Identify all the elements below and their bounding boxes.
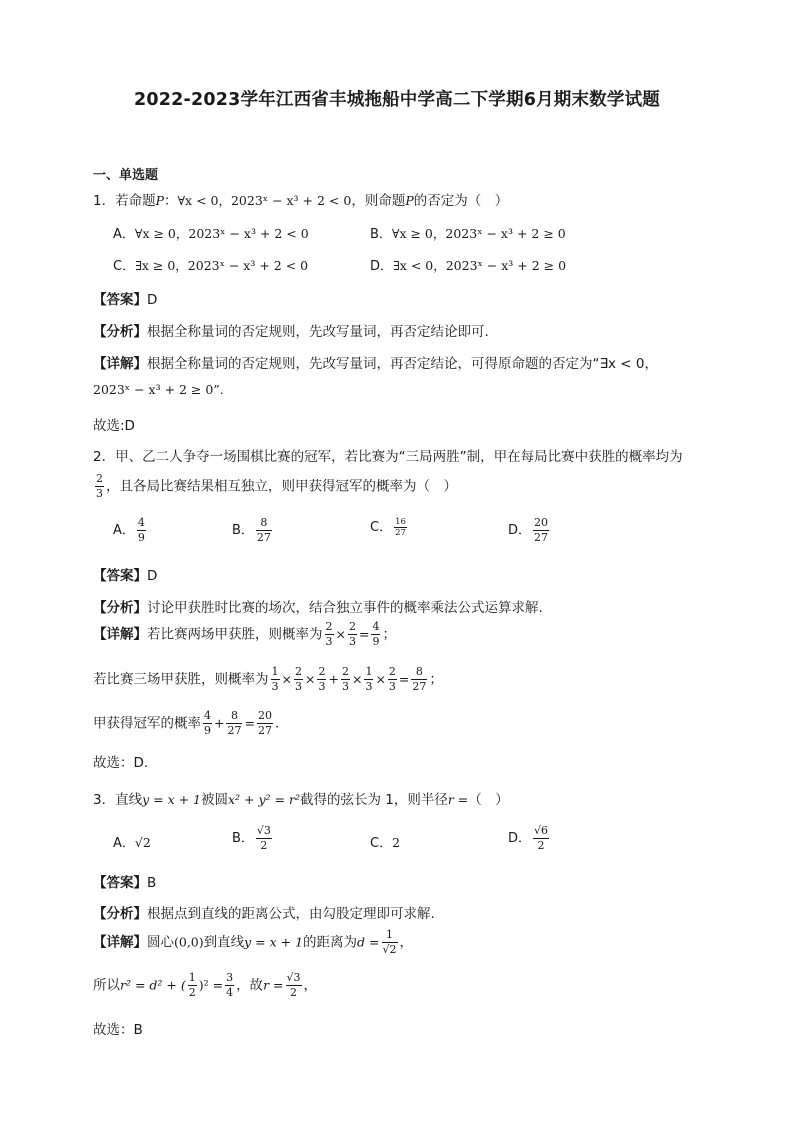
fraction (533, 516, 549, 545)
denominator: 2 (533, 838, 549, 853)
answer-value: D (147, 292, 158, 308)
fraction (325, 620, 334, 649)
analysis-tag: 【分析】 (93, 906, 147, 922)
numerator: 1 (365, 665, 373, 678)
denominator: 3 (348, 635, 356, 648)
operator: = (244, 715, 255, 731)
denominator: 2 (286, 985, 302, 1000)
numerator: √3 (286, 971, 301, 984)
q2-choice: 故选：D. (93, 755, 149, 771)
q2-detail-line-1 (93, 620, 396, 649)
q1-condition: ∀x < 0，2023ˣ − x³ + 2 < 0 (177, 193, 352, 208)
q3-option-a (113, 832, 151, 851)
numerator: 2 (96, 472, 103, 485)
option-label: B． (232, 831, 254, 846)
numerator: 2 (348, 620, 356, 633)
operator: × (281, 671, 292, 687)
detail-text: 甲获得冠军的概率 (93, 715, 201, 732)
option-text: 2 (392, 835, 401, 850)
equation-part: r² = d² + ( (120, 977, 186, 993)
denominator: 27 (227, 724, 242, 737)
answer-value: D (147, 568, 158, 584)
q1-var-p: P (155, 193, 165, 208)
q1-choice: 故选:D (93, 418, 135, 434)
answer-tag: 【答案】 (93, 568, 147, 584)
detail-tag: 【详解】 (93, 626, 147, 643)
section-heading: 一、单选题 (93, 168, 159, 183)
q3-answer (93, 871, 156, 891)
line-equation: y = x + 1 (244, 934, 304, 950)
fraction (95, 472, 104, 501)
operator: × (335, 626, 346, 642)
question-number: 1． (93, 193, 116, 209)
denominator: 27 (395, 528, 406, 538)
option-label: A． (113, 227, 135, 242)
question-3-stem (93, 788, 509, 808)
option-label: C． (370, 836, 393, 851)
analysis-tag: 【分析】 (93, 324, 147, 340)
operator: = (358, 626, 370, 642)
q3-stem-text: 直线 (115, 792, 143, 808)
q2-detail-line-3 (93, 709, 279, 738)
page-title: 2022-2023学年江西省丰城拖船中学高二下学期6月期末数学试题 (134, 90, 660, 110)
answer-tag: 【答案】 (93, 875, 147, 891)
q1-colon: ： (164, 193, 178, 209)
numerator: 2 (318, 665, 326, 678)
fraction (382, 928, 398, 957)
q1-var-p-2: P (405, 193, 414, 208)
analysis-tag: 【分析】 (93, 600, 147, 616)
fraction (533, 824, 549, 853)
denominator: 2 (188, 986, 196, 999)
operator: × (375, 671, 386, 687)
q1-option-d (370, 255, 566, 274)
fraction (348, 620, 357, 649)
q3-choice: 故选：B (93, 1022, 143, 1038)
numerator: 20 (257, 709, 272, 722)
analysis-text: 讨论甲获胜时比赛的场次，结合独立事件的概率乘法公式运算求解. (147, 600, 543, 616)
numerator: 2 (388, 665, 396, 678)
option-label: B． (370, 227, 392, 242)
q1-option-a (113, 223, 309, 242)
option-label: C． (113, 259, 136, 274)
question-number: 2． (93, 449, 116, 465)
q1-option-c (113, 255, 308, 274)
denominator: 9 (204, 724, 211, 737)
q1-analysis (93, 320, 489, 340)
analysis-text: 根据点到直线的距离公式，由勾股定理即可求解. (147, 906, 435, 922)
option-text: ∃x < 0，2023ˣ − x³ + 2 ≥ 0 (393, 258, 567, 273)
punct: ； (429, 671, 443, 688)
numerator: 4 (372, 620, 380, 633)
numerator: 1 (271, 665, 279, 678)
numerator: 2 (294, 665, 302, 678)
numerator: 2 (341, 665, 349, 678)
option-label: D． (370, 259, 394, 274)
fraction (341, 665, 350, 694)
numerator: √3 (256, 824, 271, 837)
numerator: 3 (226, 971, 234, 984)
punct: . (274, 715, 280, 732)
q3-stem-text-3: 截得的弦长为 1，则半径 (299, 792, 448, 808)
fraction (317, 665, 326, 694)
operator: + (328, 671, 339, 687)
detail-text: 圆心 (147, 934, 174, 951)
option-text: √2 (134, 835, 151, 850)
analysis-text: 根据全称量词的否定规则，先改写量词，再否定结论即可. (147, 324, 489, 340)
q2-stem-text: 甲、乙二人争夺一场围棋比赛的冠军，若比赛为“三局两胜”制，甲在每局比赛中获胜的概率均为 (115, 449, 683, 465)
fraction (226, 709, 242, 738)
detail-tag: 【详解】 (93, 934, 147, 951)
fraction (271, 665, 280, 694)
fraction (294, 665, 303, 694)
detail-text: 若比赛两场甲获胜，则概率为 (147, 626, 323, 643)
numerator: 8 (415, 665, 423, 678)
denominator: 3 (365, 680, 373, 693)
operator: = (398, 671, 410, 687)
detail-text-2: ，故 (236, 977, 264, 994)
numerator: 8 (230, 709, 238, 722)
denominator: 3 (96, 487, 103, 500)
equation-part-2: )² = (198, 977, 224, 993)
fraction (286, 971, 302, 1000)
q1-stem-text: 若命题 (115, 193, 156, 209)
q2-option-a (113, 516, 148, 545)
denominator: 3 (271, 680, 279, 693)
denominator: 3 (325, 635, 333, 648)
numerator: √6 (534, 824, 549, 837)
q1-detail-line-2 (93, 382, 224, 398)
fraction (411, 665, 427, 694)
option-text: ∃x ≥ 0，2023ˣ − x³ + 2 < 0 (135, 258, 309, 273)
fraction (257, 709, 273, 738)
punct: ， (303, 977, 318, 994)
q1-answer (93, 288, 157, 308)
q1-option-b (370, 223, 566, 242)
operator: + (214, 715, 225, 731)
punct: ； (382, 626, 396, 643)
question-1-stem (93, 189, 508, 209)
numerator: 4 (204, 709, 211, 722)
question-number: 3． (93, 792, 116, 808)
q2-analysis (93, 596, 543, 616)
q2-option-c (370, 516, 409, 538)
fraction (364, 665, 373, 694)
option-text: ∀x ≥ 0，2023ˣ − x³ + 2 ≥ 0 (391, 226, 566, 241)
fraction (203, 709, 212, 738)
q2-option-b (232, 516, 274, 545)
q1-stem-tail: 的否定为（ ） (413, 193, 509, 209)
option-label: D． (508, 523, 532, 538)
detail-text-2: 到直线 (203, 934, 245, 951)
q3-stem-text-2: 被圆 (201, 792, 228, 808)
answer-tag: 【答案】 (93, 292, 147, 308)
fraction (256, 824, 272, 853)
option-label: D． (508, 831, 532, 846)
fraction (371, 620, 380, 649)
denominator: 27 (257, 724, 272, 737)
q3-option-c (370, 832, 400, 851)
denominator: √2 (382, 943, 397, 956)
denominator: 4 (226, 986, 234, 999)
q1-detail-line-1 (93, 352, 658, 372)
q3-analysis (93, 902, 435, 922)
detail-text-3: 的距离为 (303, 934, 358, 951)
q1-stem-mid: ，则命题 (351, 193, 406, 209)
option-label: B． (232, 523, 254, 538)
denominator: 3 (388, 680, 396, 693)
fraction (394, 517, 407, 538)
q2-stem-text-2: ，且各局比赛结果相互独立，则甲获得冠军的概率为（ ） (106, 478, 457, 495)
denominator: 9 (372, 635, 380, 648)
numerator: 1 (188, 971, 196, 984)
detail-text: 根据全称量词的否定规则，先改写量词，再否定结论，可得原命题的否定为“∃x < 0， (147, 356, 658, 372)
fraction (137, 516, 146, 545)
answer-value: B (147, 875, 157, 891)
option-text: ∀x ≥ 0，2023ˣ − x³ + 2 < 0 (134, 226, 309, 241)
numerator: 16 (395, 517, 406, 527)
denominator: 3 (294, 680, 302, 693)
punct: ， (399, 934, 414, 951)
operator: × (304, 671, 316, 687)
numerator: 4 (137, 516, 145, 529)
fraction (256, 516, 272, 545)
q3-circle-equation: x² + y² = r² (228, 792, 300, 807)
denominator: 9 (137, 531, 145, 544)
option-label: A． (113, 523, 135, 538)
numerator: 20 (534, 516, 549, 529)
numerator: 2 (325, 620, 333, 633)
q2-detail-line-2 (93, 665, 443, 694)
detail-text: 所以 (93, 977, 120, 994)
question-2-stem-line-1 (93, 445, 683, 465)
q3-detail-line-2 (93, 971, 317, 1000)
fraction (188, 971, 197, 1000)
fraction (388, 665, 397, 694)
numerator: 8 (260, 516, 268, 529)
q3-stem-tail: （ ） (468, 792, 509, 808)
detail-text: 若比赛三场甲获胜，则概率为 (93, 671, 269, 688)
q2-answer (93, 564, 157, 584)
q3-option-b (232, 824, 274, 853)
operator: × (351, 671, 363, 687)
fraction (225, 971, 234, 1000)
q3-option-d (508, 824, 551, 853)
question-2-stem-line-2 (93, 472, 457, 501)
var-d: d = (357, 934, 380, 950)
detail-text: 2023ˣ − x³ + 2 ≥ 0”. (93, 382, 224, 397)
denominator: 3 (341, 680, 349, 693)
option-label: A． (113, 836, 135, 851)
q3-detail-line-1 (93, 928, 413, 957)
q3-line-equation: y = x + 1 (142, 792, 201, 807)
q2-option-d (508, 516, 551, 545)
denominator: 27 (256, 531, 271, 544)
detail-tag: 【详解】 (93, 356, 147, 372)
q3-var-r: r = (447, 792, 469, 807)
option-label: C． (370, 520, 393, 535)
denominator: 27 (412, 680, 427, 693)
numerator: 1 (386, 928, 393, 941)
var-r: r = (263, 977, 284, 993)
denominator: 2 (256, 838, 272, 853)
denominator: 3 (318, 680, 326, 693)
center-point: (0,0) (174, 934, 204, 950)
denominator: 27 (534, 531, 549, 544)
